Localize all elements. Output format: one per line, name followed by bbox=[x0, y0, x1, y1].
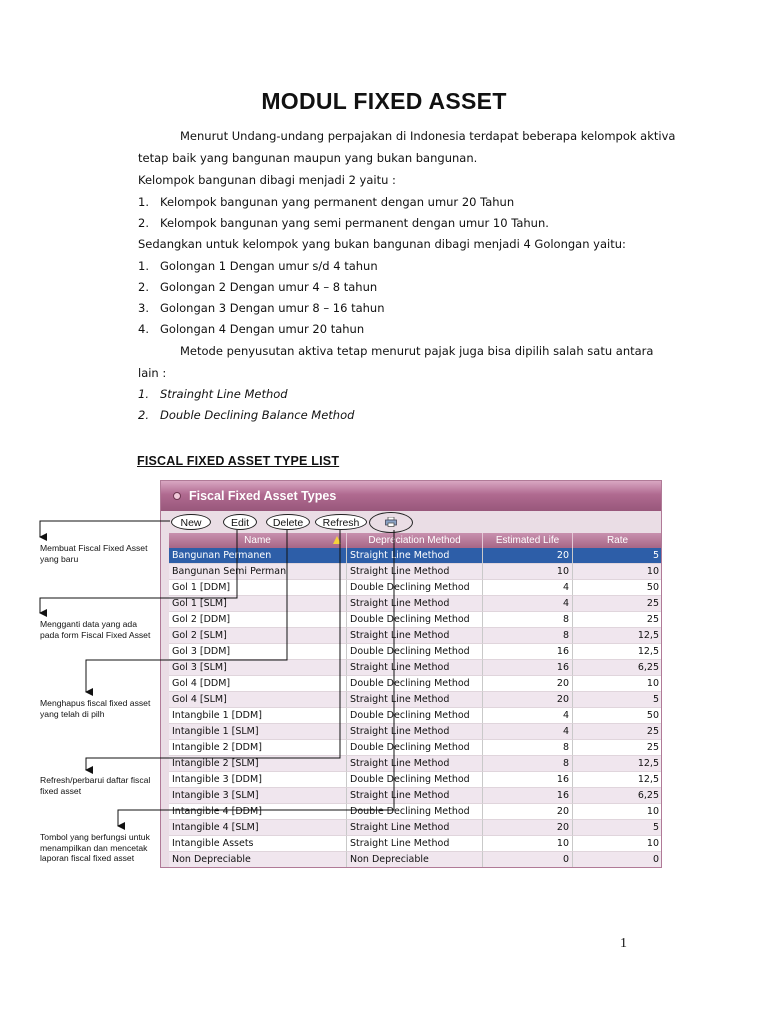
name-cell: Intangbile 1 [DDM] bbox=[169, 708, 347, 724]
rate-cell: 50 bbox=[573, 580, 662, 596]
method-cell: Straight Line Method bbox=[347, 660, 483, 676]
name-cell: Gol 4 [SLM] bbox=[169, 692, 347, 708]
name-cell: Gol 3 [SLM] bbox=[169, 660, 347, 676]
edit-button[interactable]: Edit bbox=[223, 514, 257, 530]
arrow-edit bbox=[40, 530, 237, 613]
section-title: FISCAL FIXED ASSET TYPE LIST bbox=[137, 454, 340, 468]
note-delete: Menghapus fiscal fixed asset yang telah di pilh bbox=[40, 698, 151, 719]
life-cell: 16 bbox=[483, 660, 573, 676]
list-item: 3. Golongan 3 Dengan umur 8 – 16 tahun bbox=[138, 301, 385, 315]
method-cell: Straight Line Method bbox=[347, 548, 483, 564]
life-cell: 20 bbox=[483, 804, 573, 820]
life-cell: 8 bbox=[483, 612, 573, 628]
name-cell: Intangible Assets bbox=[169, 836, 347, 852]
method-cell: Non Depreciable bbox=[347, 852, 483, 868]
life-cell: 16 bbox=[483, 644, 573, 660]
rate-cell: 12,5 bbox=[573, 644, 662, 660]
new-button[interactable]: New bbox=[171, 514, 211, 530]
rate-cell: 25 bbox=[573, 724, 662, 740]
arrow-refresh bbox=[86, 530, 340, 770]
arrow-print bbox=[118, 530, 394, 826]
method-cell: Double Declining Method bbox=[347, 804, 483, 820]
rate-cell: 10 bbox=[573, 676, 662, 692]
life-cell: 8 bbox=[483, 740, 573, 756]
method-cell: Straight Line Method bbox=[347, 724, 483, 740]
life-cell: 16 bbox=[483, 788, 573, 804]
rate-cell: 25 bbox=[573, 596, 662, 612]
life-cell: 8 bbox=[483, 756, 573, 772]
rate-cell: 12,5 bbox=[573, 756, 662, 772]
name-cell: Gol 2 [DDM] bbox=[169, 612, 347, 628]
life-cell: 16 bbox=[483, 772, 573, 788]
name-cell: Intangible 3 [SLM] bbox=[169, 788, 347, 804]
column-header-life[interactable]: Estimated Life bbox=[483, 533, 573, 548]
method-cell: Straight Line Method bbox=[347, 596, 483, 612]
note-new: Membuat Fiscal Fixed Asset yang baru bbox=[40, 543, 148, 564]
bangunan-intro: Kelompok bangunan dibagi menjadi 2 yaitu : bbox=[138, 173, 396, 187]
note-print: Tombol yang berfungsi untuk menampilkan dan mencetak laporan fiscal fixed asset bbox=[40, 832, 150, 863]
refresh-button[interactable]: Refresh bbox=[315, 514, 367, 530]
rate-cell: 0 bbox=[573, 852, 662, 868]
rate-cell: 12,5 bbox=[573, 628, 662, 644]
window-title: Fiscal Fixed Asset Types bbox=[189, 489, 337, 503]
rate-cell: 50 bbox=[573, 708, 662, 724]
name-cell: Intangible 2 [DDM] bbox=[169, 740, 347, 756]
rate-cell: 5 bbox=[573, 820, 662, 836]
list-item: 1. Strainght Line Method bbox=[138, 387, 288, 401]
method-cell: Double Declining Method bbox=[347, 612, 483, 628]
life-cell: 0 bbox=[483, 852, 573, 868]
life-cell: 4 bbox=[483, 596, 573, 612]
life-cell: 4 bbox=[483, 724, 573, 740]
list-item: 1. Golongan 1 Dengan umur s/d 4 tahun bbox=[138, 259, 378, 273]
note-refresh: Refresh/perbarui daftar fiscal fixed asset bbox=[40, 775, 151, 796]
method-cell: Double Declining Method bbox=[347, 644, 483, 660]
name-cell: Gol 3 [DDM] bbox=[169, 644, 347, 660]
list-item: 2. Double Declining Balance Method bbox=[138, 408, 355, 422]
method-cell: Double Declining Method bbox=[347, 772, 483, 788]
name-cell: Intangible 3 [DDM] bbox=[169, 772, 347, 788]
list-item: 2. Kelompok bangunan yang semi permanent dengan umur 10 Tahun. bbox=[138, 216, 549, 230]
method-cell: Straight Line Method bbox=[347, 692, 483, 708]
name-cell: Gol 1 [DDM] bbox=[169, 580, 347, 596]
life-cell: 20 bbox=[483, 692, 573, 708]
paragraph-1-line-2: tetap baik yang bangunan maupun yang bukan bangunan. bbox=[138, 151, 478, 165]
document-title: MODUL FIXED ASSET bbox=[261, 88, 507, 114]
page-number: 1 bbox=[620, 936, 627, 951]
method-cell: Straight Line Method bbox=[347, 756, 483, 772]
life-cell: 10 bbox=[483, 836, 573, 852]
method-cell: Double Declining Method bbox=[347, 740, 483, 756]
name-cell: Non Depreciable bbox=[169, 852, 347, 868]
life-cell: 20 bbox=[483, 548, 573, 564]
arrow-delete bbox=[86, 530, 287, 692]
method-cell: Double Declining Method bbox=[347, 580, 483, 596]
rate-cell: 5 bbox=[573, 692, 662, 708]
rate-cell: 12,5 bbox=[573, 772, 662, 788]
list-item: 2. Golongan 2 Dengan umur 4 – 8 tahun bbox=[138, 280, 378, 294]
paragraph-1-line-1: Menurut Undang-undang perpajakan di Indonesia terdapat beberapa kelompok aktiva bbox=[180, 129, 676, 143]
life-cell: 20 bbox=[483, 676, 573, 692]
life-cell: 10 bbox=[483, 564, 573, 580]
life-cell: 4 bbox=[483, 580, 573, 596]
column-header-rate[interactable]: Rate bbox=[573, 533, 662, 548]
name-cell: Gol 1 [SLM] bbox=[169, 596, 347, 612]
method-cell: Straight Line Method bbox=[347, 836, 483, 852]
paragraph-2-line-1: Metode penyusutan aktiva tetap menurut pajak juga bisa dipilih salah satu antara bbox=[180, 344, 654, 358]
column-header-name[interactable]: Name bbox=[169, 533, 347, 548]
arrow-new bbox=[40, 521, 170, 537]
paragraph-2-line-2: lain : bbox=[138, 366, 167, 380]
method-cell: Double Declining Method bbox=[347, 708, 483, 724]
rate-cell: 10 bbox=[573, 804, 662, 820]
name-cell: Bangunan Semi Perman bbox=[169, 564, 347, 580]
list-item: 4. Golongan 4 Dengan umur 20 tahun bbox=[138, 322, 365, 336]
name-cell: Bangunan Permanen bbox=[169, 548, 347, 564]
rate-cell: 6,25 bbox=[573, 788, 662, 804]
rate-cell: 25 bbox=[573, 740, 662, 756]
rate-cell: 6,25 bbox=[573, 660, 662, 676]
rate-cell: 5 bbox=[573, 548, 662, 564]
method-cell: Straight Line Method bbox=[347, 628, 483, 644]
column-header-method[interactable]: Depreciation Method bbox=[347, 533, 483, 548]
name-cell: Gol 2 [SLM] bbox=[169, 628, 347, 644]
method-cell: Straight Line Method bbox=[347, 788, 483, 804]
rate-cell: 25 bbox=[573, 612, 662, 628]
delete-button[interactable]: Delete bbox=[266, 514, 310, 530]
life-cell: 4 bbox=[483, 708, 573, 724]
name-cell: Gol 4 [DDM] bbox=[169, 676, 347, 692]
life-cell: 8 bbox=[483, 628, 573, 644]
method-cell: Straight Line Method bbox=[347, 820, 483, 836]
rate-cell: 10 bbox=[573, 564, 662, 580]
method-cell: Double Declining Method bbox=[347, 676, 483, 692]
name-cell: Intangible 1 [SLM] bbox=[169, 724, 347, 740]
list-item: 1. Kelompok bangunan yang permanent dengan umur 20 Tahun bbox=[138, 195, 515, 209]
non-bangunan-intro: Sedangkan untuk kelompok yang bukan bangunan dibagi menjadi 4 Golongan yaitu: bbox=[138, 237, 626, 251]
rate-cell: 10 bbox=[573, 836, 662, 852]
name-cell: Intangible 4 [DDM] bbox=[169, 804, 347, 820]
life-cell: 20 bbox=[483, 820, 573, 836]
name-cell: Intangible 2 [SLM] bbox=[169, 756, 347, 772]
note-edit: Mengganti data yang ada pada form Fiscal Fixed Asset bbox=[40, 619, 151, 640]
method-cell: Straight Line Method bbox=[347, 564, 483, 580]
name-cell: Intangible 4 [SLM] bbox=[169, 820, 347, 836]
